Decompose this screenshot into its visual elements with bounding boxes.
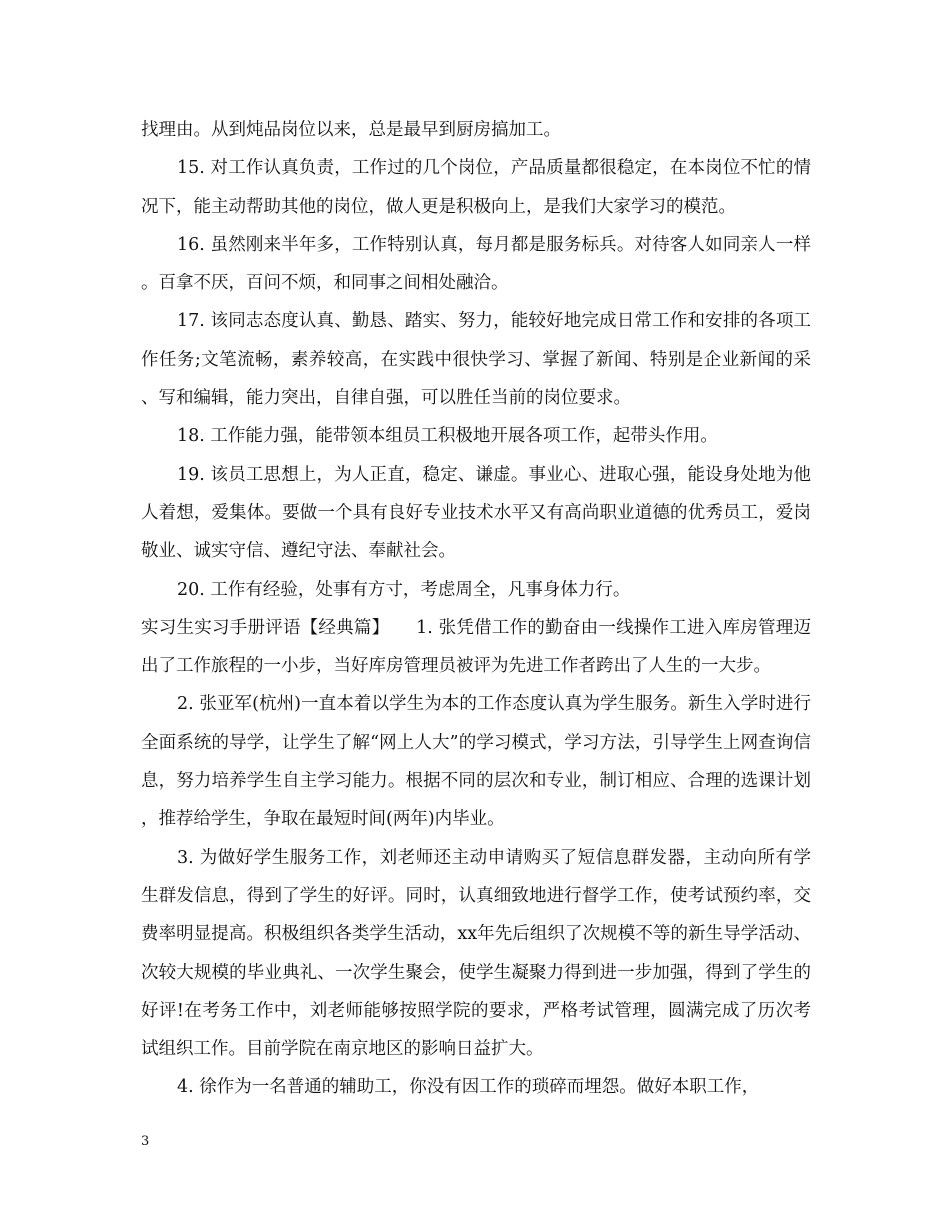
paragraph: 找理由。从到炖品岗位以来，总是最早到厨房搞加工。 xyxy=(141,120,561,140)
paragraph: 16. 虽然刚来半年多，工作特别认真，每月都是服务标兵。对待客人如同亲人一样。百拿不厌，百问不烦，和同事之间相处融洽。 xyxy=(141,234,811,294)
paragraph: 3. 为做好学生服务工作，刘老师还主动申请购买了短信息群发器，主动向所有学生群发信息，得到了学生的好评。同时，认真细致地进行督学工作，使考试预约率，交费率明显提高。积极组织各类学生活动，xx年先后组织了次规模不等的新生导学活动、次较大规模的毕业典礼、一次学生聚会，使学生凝聚力得到进一步加强，得到了学生的好评!在考务工作中，刘老师能够按照学院的要求，严格考试管理，圆满完成了历次考试组织工作。目前学院在南京地区的影响日益扩大。 xyxy=(141,847,811,1060)
paragraph: 4. 徐作为一名普通的辅助工，你没有因工作的琐碎而埋怨。做好本职工作， xyxy=(177,1077,760,1098)
paragraph: 20. 工作有经验，处事有方寸，考虑周全，凡事身体力行。 xyxy=(177,579,631,600)
document-body xyxy=(141,111,811,1107)
paragraph: 2. 张亚军(杭州)一直本着以学生为本的工作态度认真为学生服务。新生入学时进行全面系统的导学，让学生了解“网上人大”的学习模式，学习方法，引导学生上网查询信息，努力培养学生自主学习能力。根据不同的层次和专业，制订相应、合理的选课计划，推荐给学生，争取在最短时间(两年)内毕业。 xyxy=(141,694,811,830)
paragraph: 17. 该同志态度认真、勤恳、踏实、努力，能较好地完成日常工作和安排的各项工作任务;文笔流畅，素养较高，在实践中很快学习、掌握了新闻、特别是企业新闻的采、写和编辑，能力突出，自律自强，可以胜任当前的岗位要求。 xyxy=(141,311,811,409)
paragraph: 15. 对工作认真负责，工作过的几个岗位，产品质量都很稳定，在本岗位不忙的情况下，能主动帮助其他的岗位，做人更是积极向上，是我们大家学习的模范。 xyxy=(141,158,811,217)
paragraph: 18. 工作能力强，能带领本组员工积极地开展各项工作，起带头作用。 xyxy=(177,426,718,447)
paragraph: 实习生实习手册评语【经典篇】 1. 张凭借工作的勤奋由一线操作工进入库房管理迈出了工作旅程的一小步，当好库房管理员被评为先进工作者跨出了人生的一大步。 xyxy=(141,617,811,677)
paragraph: 19. 该员工思想上，为人正直，稳定、谦虚。事业心、进取心强，能设身处地为他人着想，爱集体。要做一个具有良好专业技术水平又有高尚职业道德的优秀员工，爱岗敬业、诚实守信、遵纪守法、奉献社会。 xyxy=(141,464,811,562)
page-number: 3 xyxy=(141,1134,150,1149)
